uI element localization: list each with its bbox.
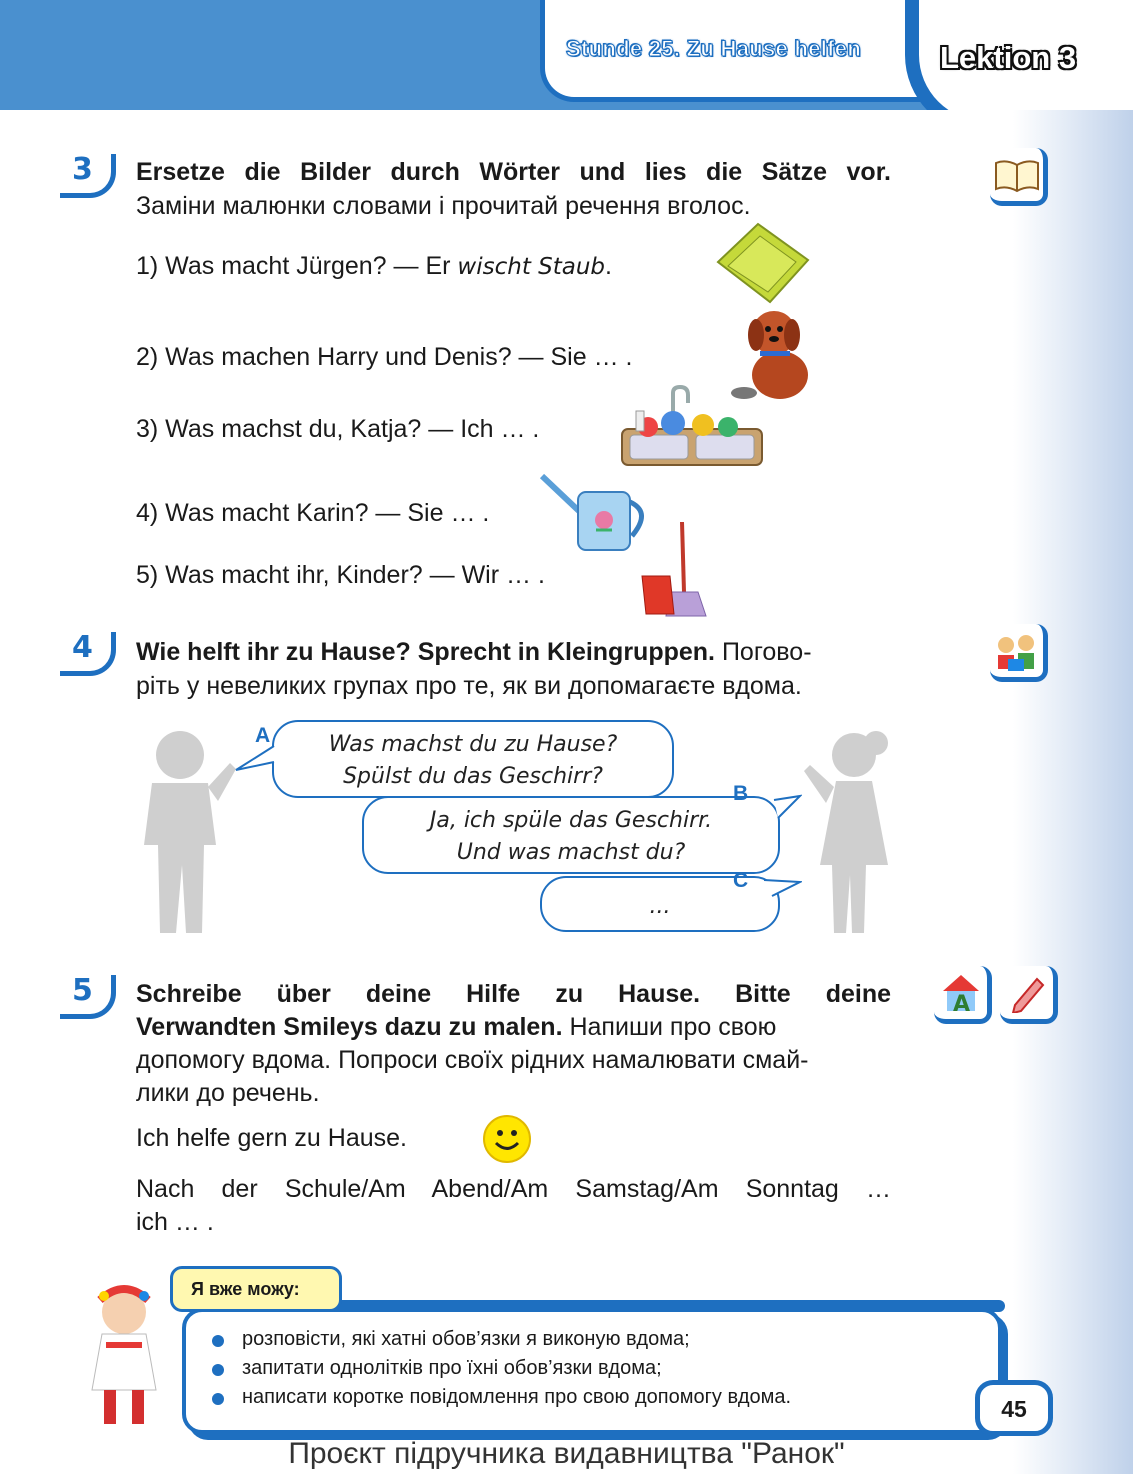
task3-item-5: 5) Was macht ihr, Kinder? — Wir … .	[136, 561, 545, 589]
bullet-dot	[212, 1393, 224, 1405]
task3-item-4: 4) Was macht Karin? — Sie … .	[136, 499, 490, 527]
summary-item-2: запитати однолітків про їхні обов’язки вдома;	[242, 1357, 662, 1379]
lesson-title: Stunde 25. Zu Hause helfen	[566, 36, 862, 61]
task5-line-3: допомогу вдома. Попроси своїх рідних намалювати смай-	[136, 1046, 809, 1074]
dust-cloth-picture	[708, 222, 812, 304]
task5-example-2-line-2: ich … .	[136, 1208, 214, 1236]
summary-label-box	[170, 1266, 342, 1312]
summary-item-3: написати коротке повідомлення про свою допомогу вдома.	[242, 1386, 792, 1408]
watering-can-picture	[540, 472, 655, 554]
lektion-title: Lektion 3	[940, 40, 1077, 75]
bubble-a-line-2: Spülst du das Geschirr?	[343, 764, 603, 789]
smiley-icon	[482, 1114, 532, 1164]
bubble-a-line-1: Was machst du zu Hause?	[328, 732, 618, 757]
task-number-5: 5	[60, 973, 116, 1023]
task3-title-uk: Заміни малюнки словами і прочитай речення вголос.	[136, 192, 751, 220]
speaker-a-letter: A	[255, 724, 271, 747]
task5-example-2-line-1: Nach der Schule/Am Abend/Am Samstag/Am Sonntag …	[136, 1175, 891, 1203]
bubble-b-line-1: Ja, ich spüle das Geschirr.	[429, 808, 713, 833]
task3-item-3: 3) Was machst du, Katja? — Ich … .	[136, 415, 540, 443]
group-kids-icon	[990, 624, 1048, 682]
svg-text:A: A	[952, 991, 970, 1015]
speaker-c-letter: C	[733, 869, 749, 892]
task5-line-2: Verwandten Smileys dazu zu malen. Напиши про свою	[136, 1013, 777, 1041]
bubble-a-tail	[234, 744, 276, 774]
task4-title: Wie helft ihr zu Hause? Sprecht in Kleingruppen. Погово-	[136, 638, 812, 666]
task4-title-uk: ріть у невеликих групах про те, як ви допомагаєте вдома.	[136, 672, 802, 700]
bubble-b-line-2: Und was machst du?	[456, 840, 686, 865]
pencil-icon	[1000, 966, 1058, 1024]
task-number-4: 4	[60, 630, 116, 680]
broom-dustpan-picture	[640, 518, 712, 618]
task-number-3: 3	[60, 152, 116, 202]
handwritten-answer: wischt Staub	[457, 254, 606, 280]
task5-example-1: Ich helfe gern zu Hause.	[136, 1124, 407, 1152]
bullet-dot	[212, 1364, 224, 1376]
task3-item-1: 1) Was macht Jürgen? — Er wischt Staub.	[136, 252, 612, 280]
page-header	[0, 0, 1133, 110]
task5-line-1: Schreibe über deine Hilfe zu Hause. Bitte deine	[136, 980, 891, 1008]
speaker-b-letter: B	[733, 782, 749, 805]
summary-label: Я вже можу:	[191, 1279, 300, 1299]
boy-silhouette	[138, 725, 238, 935]
task3-item-2: 2) Was machen Harry und Denis? — Sie … .	[136, 343, 633, 371]
girl-silhouette	[800, 725, 900, 935]
house-letter-icon	[934, 966, 992, 1024]
right-gradient-strip	[1013, 0, 1133, 1474]
dirty-dishes-sink-picture	[618, 385, 768, 470]
page-number: 45	[1001, 1396, 1027, 1422]
task5-line-4: лики до речень.	[136, 1079, 320, 1107]
task3-title-de: Ersetze die Bilder durch Wörter und lies die Sätze vor.	[136, 158, 891, 186]
summary-item-1: розповісти, які хатні обов’язки я виконую вдома;	[242, 1328, 690, 1350]
bubble-c-line-1: ...	[649, 894, 671, 919]
page-number-box	[975, 1380, 1053, 1436]
bullet-dot	[212, 1335, 224, 1347]
ukrainian-girl-picture	[76, 1282, 176, 1430]
book-icon	[990, 148, 1048, 206]
footer-publisher-note: Проєкт підручника видавництва "Ранок"	[288, 1437, 845, 1470]
